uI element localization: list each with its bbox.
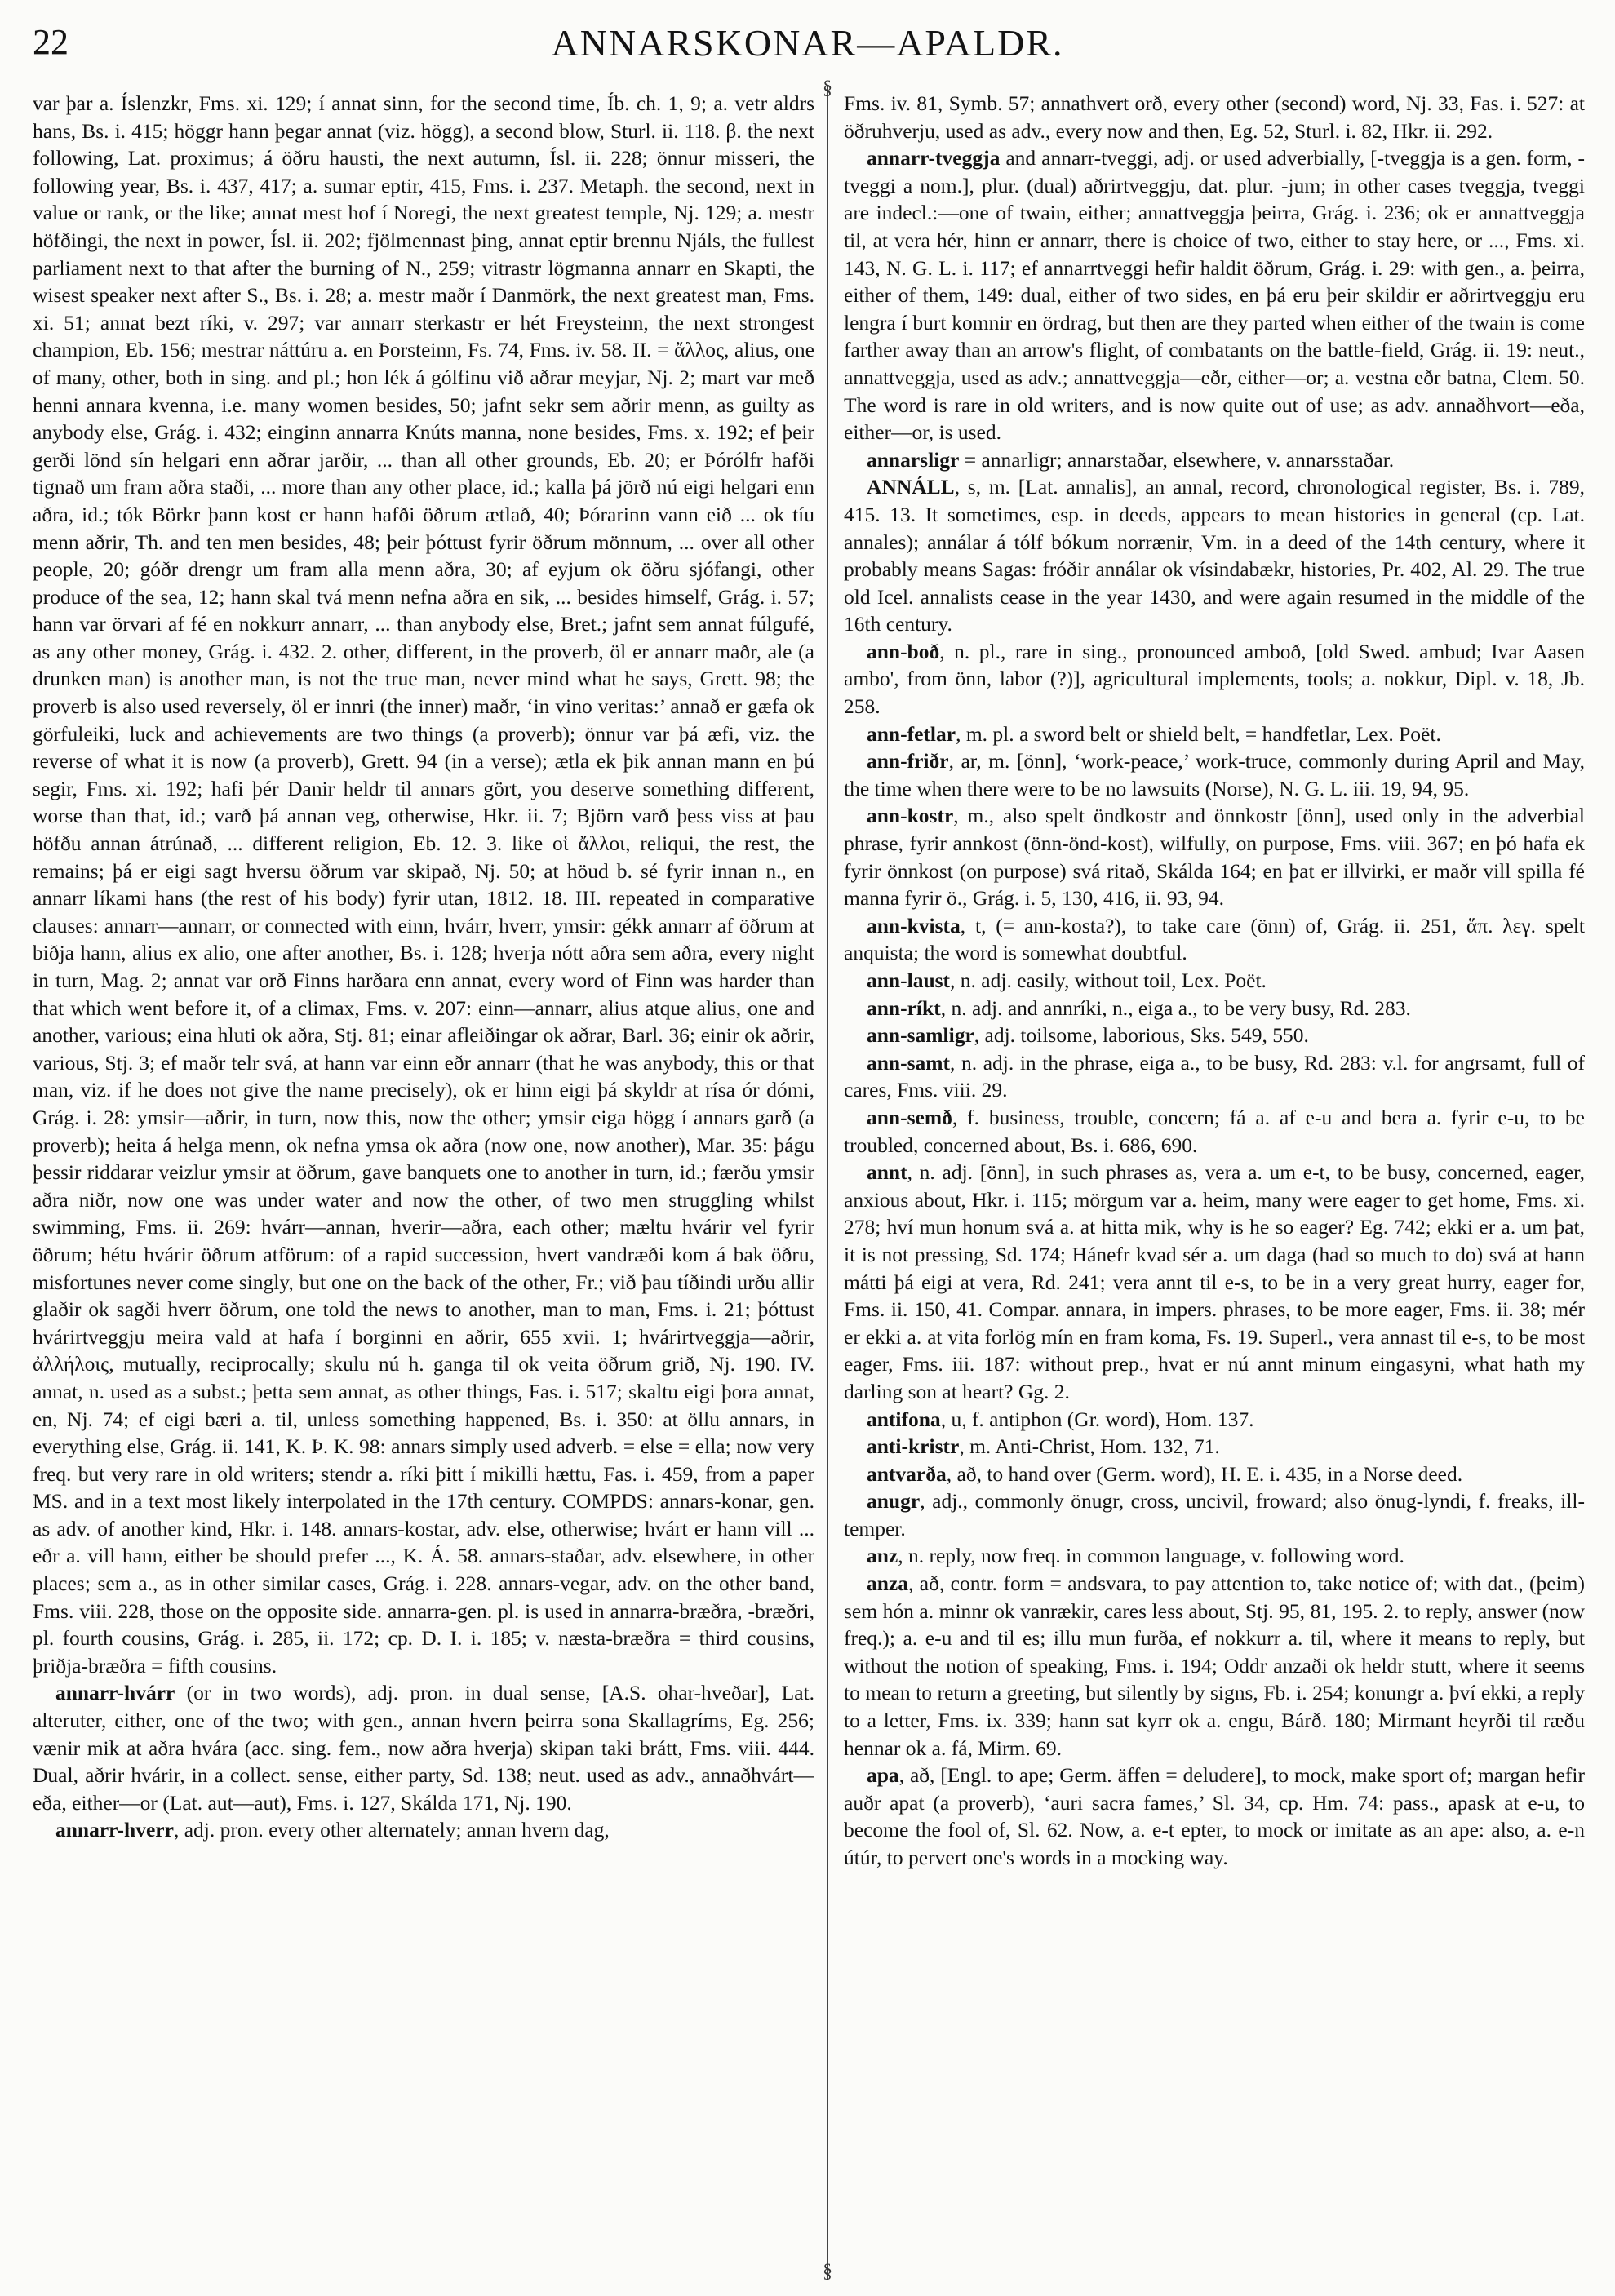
dictionary-entry [844,802,1585,911]
right-column [844,90,1585,2252]
entry-text: , n. adj. in the phrase, eiga a., to be busy, Rd. 283: v.l. for angrsamt, full of cares, Fms. viii. 29. [844,1050,1585,1102]
entry-headword: anti-kristr [867,1434,960,1459]
dictionary-entry [844,967,1585,995]
dictionary-entry [844,473,1585,638]
entry-headword: anz [867,1544,898,1568]
entry-text: = annarligr; annarstaðar, elsewhere, v. annarsstaðar. [959,447,1395,472]
entry-headword: annt [867,1160,907,1185]
entry-text: , n. pl., rare in sing., pronounced amboð, [old Swed. ambud; Ivar Aasen ambo', from önn, labor (?)], agricultural implements, tools; a. nokkur, Dipl. v. 18, Jb. 258. [844,639,1585,719]
entry-text: , að, [Engl. to ape; Germ. äffen = deludere], to mock, make sport of; margan hefir auðr apat (a proverb), ‘auri sacra fames,’ Sl. 34, cp. Hm. 74: pass., apask at e-u, to become the fool of, Sl. 62. Now, a. e-t epter, to mock or imitate as an ape: also, a. e-n útúr, to pervert one's words in a mocking way. [844,1763,1585,1869]
entry-text: , u, f. antiphon (Gr. word), Hom. 137. [940,1407,1254,1431]
dictionary-entry [844,1433,1585,1460]
dictionary-entry [844,1762,1585,1871]
entry-text: , n. adj. and annríki, n., eiga a., to be very busy, Rd. 283. [940,995,1411,1020]
entry-text: , n. adj. [önn], in such phrases as, vera a. um e-t, to be busy, concerned, eager, anxious about, Hkr. i. 115; mörgum var a. heim, many were eager to get home, Fms. xi. 278; hví mun honum svá a. at hitta mik, why is he so eager? Eg. 742; ekki er a. um þat, it is not pressing, Sd. 174; Hánefr kvad sér a. um daga (had so much to do) svá at hann mátti þá eigi at vera, Rd. 241; vera annt til e-s, to be in a very great hurry, eager for, Fms. ii. 150, 41. Compar. annara, in impers. phrases, to be more eager, Fms. ii. 38; mér er ekki a. at vita forlög mín en fram koma, Fs. 19. Superl., vera annast til e-s, to be most eager, Fms. iii. 187: without prep., hvat er nú annt minum eingasyni, what hath my darling son at heart? Gg. 2. [844,1160,1585,1403]
entry-headword: annarsligr [867,447,960,472]
entry-headword: ann-friðr [867,749,949,773]
entry-headword: anugr [867,1489,921,1514]
entry-text: , n. reply, now freq. in common language, v. following word. [898,1544,1404,1568]
entry-headword: antifona [867,1407,941,1431]
entry-text: , n. adj. easily, without toil, Lex. Poët. [950,968,1267,992]
entry-text: , að, contr. form = andsvara, to pay attention to, take notice of; with dat., (þeim) sem hón a. minnr ok vanrækir, cares less about, Stj. 95, 81, 195. 2. to reply, answer (now freq.); a. e-u and til es; illu mun furða, ef nokkurr a. til, where it means to reply, but without the notion of speaking, Fms. i. 194; Oddr anzaði ok heldr stutt, where it seems to mean to return a greeting, but silently by signs, Fb. i. 254; konungr a. því ekki, a reply to a letter, Fms. ix. 339; hann sat kyrr ok a. engu, Bárð. 180; Mirmant heyrði til ræðu hennar ok a. fá, Mirm. 69. [844,1571,1585,1760]
entry-text: , að, to hand over (Germ. word), H. E. i. 435, in a Norse deed. [946,1461,1463,1486]
entry-headword: anza [867,1571,908,1596]
dictionary-entry [844,1487,1585,1542]
entry-headword: annarr-tveggja [867,146,1001,171]
entry-headword: ann-laust [867,968,951,992]
dictionary-entry [844,1022,1585,1049]
entry-text: , adj. toilsome, laborious, Sks. 549, 550. [974,1023,1309,1048]
entry-headword: ann-samt [867,1050,951,1075]
dictionary-entry [33,1816,814,1844]
dictionary-entry [844,1104,1585,1159]
dictionary-entry [844,1460,1585,1488]
entry-text: , t, (= ann-kosta?), to take care (önn) of, Grág. ii. 251, ἅπ. λεγ. spelt anquista; the word is somewhat doubtful. [844,913,1585,965]
entry-text: , adj. pron. every other alternately; annan hvern dag, [173,1818,610,1842]
dictionary-entry [844,1542,1585,1570]
dictionary-entry [33,90,814,1679]
dictionary-entry [844,1406,1585,1434]
entry-text: , m., also spelt öndkostr and önnkostr [önn], used only in the adverbial phrase, fyrir annkost (önn-önd-kost), wilfully, on purpose, Fms. viii. 367; en þó hafa ek fyrir önnkost (on purpose) svá ritað, Skálda 164; en þat er illvirki, er maðr vill spilla fé manna fyrir ö., Grág. i. 5, 130, 416, ii. 93, 94. [844,804,1585,911]
entry-headword: ann-fetlar [867,721,956,746]
entry-headword: ann-semð [867,1105,952,1129]
entry-text: , adj., commonly önugr, cross, uncivil, froward; also önug-lyndi, f. freaks, ill-temper. [844,1489,1585,1540]
dictionary-entry [844,90,1585,144]
page-number: 22 [33,22,69,62]
dictionary-entry [844,747,1585,802]
entry-text: (or in two words), adj. pron. in dual sense, [A.S. ohar-hveðar], Lat. alteruter, either, one of the two; with gen., annan hvern þeirra sona Skallagríms, Eg. 256; vænir mik at aðra hvára (acc. sing. fem., now aðra hverja) skipan taki brátt, Fms. viii. 444. Dual, aðrir hvárir, in a collect. sense, either party, Sd. 138; neut. used as adv., annaðhvárt—eða, either—or (Lat. aut—aut), Fms. i. 127, Skálda 171, Nj. 190. [33,1681,814,1815]
dictionary-entry [33,1679,814,1816]
ornament-top-icon: § [823,78,832,99]
column-divider [827,85,828,2280]
entry-text: var þar a. Íslenzkr, Fms. xi. 129; í annat sinn, for the second time, Íb. ch. 1, 9; a. vetr aldrs hans, Bs. i. 415; höggr hann þegar annat (viz. högg), a second blow, Sturl. ii. 118. β. the next following, Lat. proximus; á öðru hausti, the next autumn, Ísl. ii. 228; önnur misseri, the following year, Bs. i. 437, 417; a. sumar eptir, 415, Fms. i. 237. Metaph. the second, next in value or rank, or the like; annat mest hof í Noregi, the next greatest temple, Nj. 129; a. mestr höfðingi, the next in power, Ísl. ii. 202; fjölmennast þing, annat eptir brennu Njáls, the fullest parliament next to that after the burning of N., 259; vitrastr lögmanna annarr en Skapti, the wisest speaker next after S., Bs. i. 28; a. mestr maðr í Danmörk, the next greatest man, Fms. xi. 51; annat bezt ríki, v. 297; var annarr sterkastr er hét Freysteinn, the next strongest champion, Eb. 156; mestrar náttúru a. en Þorsteinn, Fs. 74, Fms. iv. 58. II. = ἄλλος, alius, one of many, other, both in sing. and pl.; hon lék á gólfinu við aðrar meyjar, Nj. 2; mart var með henni annara kvenna, i.e. many women besides, 50; jafnt sekr sem aðrir menn, as guilty as anybody else, Grág. i. 432; einginn annarra Knúts manna, none besides, Fms. x. 192; ef þeir gerði lönd sín helgari enn aðrar jarðir, ... than all other grounds, Eb. 20; er Þórólfr hafði tignað um fram aðra staði, ... more than any other place, id.; kalla þá jörð nú eigi helgari enn aðra, id.; tók Börkr þann kost er hann hafði öðrum ætlað, 40; Þórarinn vann eið ... ok tíu menn aðrir, Th. and ten men besides, 48; þeir þóttust fyrir öðrum mönnum, ... over all other people, 20; góðr drengr um fram alla menn aðra, 30; af eyjum ok öðru sjófangi, other produce of the sea, 12; hann skal tvá menn nefna aðra en sik, ... besides himself, Grág. i. 57; hann var örvari af fé en nokkurr annarr, ... than anybody else, Bret.; jafnt sem annat fúlgufé, as any other money, Grág. i. 432. 2. other, different, in the proverb, öl er annarr maðr, ale (a drunken man) is another man, is not the true man, never mind what he says, Grett. 98; the proverb is also used reversely, öl er innri (the inner) maðr, ‘in vino veritas:’ annað er gæfa ok görfuleiki, luck and achievements are two things (a proverb); önnur var þá æfi, viz. the reverse of what it is now (a proverb), Grett. 94 (in a verse); ætla ek þik annan mann en þú segir, Fms. xi. 192; hafi þér Danir heldr til annars gört, you deserve something different, worse than that, id.; varð þá annan veg, otherwise, Hkr. ii. 7; Björn varð þess viss at þau höfðu annan átrúnað, ... different religion, Eb. 12. 3. like οἱ ἄλλοι, reliqui, the rest, the remains; þá er eigi sagt hversu öðrum var skipað, Nj. 50; at höud b. sé fyrir innan n., en annarr líkami hans (the rest of his body) fyrir utan, 1812. 18. III. repeated in comparative clauses: annarr—annarr, or connected with einn, hvárr, hverr, ymsir: gékk annarr af öðrum at biðja hann, alius ex alio, one after another, Bs. i. 128; hverja nótt aðra sem aðra, every night in turn, Mag. 2; annat var orð Finns harðara enn annat, every word of Finn was harder than that which went before it, of a climax, Fms. v. 207: einn—annarr, alius atque alius, one and another, various; eina hluti ok aðra, Stj. 81; einar afleiðingar ok aðrar, Barl. 36; einir ok aðrir, various, Stj. 3; ef maðr telr svá, at hann var einn eðr annarr (that he was anybody, this or that man, viz. if he does not give the name precisely), ok er hinn eigi þá skyldr at rísa ór dómi, Grág. i. 28: ymsir—aðrir, in turn, now this, now the other; ymsir eiga högg í annars garð (a proverb); heita á helga menn, ok nefna ymsa ok aðra (now one, now another), Mar. 35: þágu þessir riddarar veizlur ymsir at öðrum, gave banquets one to another in turn, id.; færðu ymsir aðra niðr, now one was under water and now the other, of two men struggling whilst swimming, Fms. ii. 269: hvárr—annan, hverir—aðra, each other; mæltu hvárir vel fyrir öðrum; hétu hvárir öðrum atförum: of a rapid succession, hvert vandræði kom á bak öðru, misfortunes never come singly, but one on the back of the other, Fr.; við þau tíðindi urðu allir glaðir ok sagði hverr öðrum, one told the news to another, man to man, Fms. i. 21; þóttust hvárirtveggju meira vald at hafa í borginni en aðrir, 655 xvii. 1; hvárirtveggja—aðrir, ἀλλήλοις, mutually, reciprocally; skulu nú h. ganga til ok veita öðrum grið, Nj. 190. IV. annat, n. used as a subst.; þetta sem annat, as other things, Fas. i. 517; skaltu eigi þora annat, en, Nj. 74; ef eigi bæri a. til, unless something happened, Bs. i. 350: at öllu annars, in everything else, Grág. ii. 141, K. Þ. K. 98: annars simply used adverb. = else = ella; now very freq. but very rare in old writers; stendr a. ríki þitt í mikilli hættu, Fas. i. 459, from a paper MS. and in a text most likely interpolated in the 17th century. COMPDS: annars-konar, gen. as adv. of another kind, Hkr. i. 148. annars-kostar, adv. else, otherwise; hvárt er hann vill ... eðr a. vill hann, either be should prefer ..., K. Á. 58. annars-staðar, adv. elsewhere, in other places; sem a., as in other similar cases, Grág. i. 228. annars-vegar, adv. on the other band, Fms. viii. 228, those on the opposite side. annarra-gen. pl. is used in annarra-bræðra, -bræðri, pl. fourth cousins, Grág. i. 285, ii. 172; cp. D. I. i. 185; v. næsta-bræðra = third cousins, þriðja-bræðra = fifth cousins. [33,91,814,1678]
ornament-bottom-icon: § [823,2261,832,2282]
entry-headword: annarr-hvárr [55,1681,175,1705]
entry-text: , ar, m. [önn], ‘work-peace,’ work-truce, commonly during April and May, the time when there were to be no lawsuits (Norse), N. G. L. iii. 19, 94, 95. [844,749,1585,800]
entry-headword: ann-kostr [867,804,954,828]
entry-text: , m. Anti-Christ, Hom. 132, 71. [959,1434,1220,1459]
entry-headword: ann-kvista [867,913,961,937]
entry-headword: apa [867,1763,899,1788]
entry-text: , f. business, trouble, concern; fá a. af e-u and bera a. fyrir e-u, to be troubled, concerned about, Bs. i. 686, 690. [844,1105,1585,1157]
entry-text: Fms. iv. 81, Symb. 57; annathvert orð, every other (second) word, Nj. 33, Fas. i. 527: at öðruhverju, used as adv., every now and then, Eg. 52, Sturl. i. 82, Hkr. ii. 292. [844,91,1585,143]
dictionary-entry [844,1570,1585,1762]
entry-text: , s, m. [Lat. annalis], an annal, record, chronological register, Bs. i. 789, 415. 13. It sometimes, esp. in deeds, appears to mean histories in general (cp. Lat. annales); annálar á tólf bókum norrænir, Vm. in a deed of the 14th century, where it probably means Sagas: fróðir annálar ok vísindabækr, histories, Pr. 402, Al. 29. The true old Icel. annalists cease in the year 1430, and were again resumed in the middle of the 16th century. [844,475,1585,636]
entry-headword: annarr-hverr [55,1818,174,1842]
entry-headword: ann-ríkt [867,995,941,1020]
dictionary-entry [844,720,1585,748]
entry-headword: antvarða [867,1461,947,1486]
dictionary-entry [844,1049,1585,1104]
entry-headword: ann-samligr [867,1023,974,1048]
dictionary-entry [844,638,1585,720]
entry-text: , m. pl. a sword belt or shield belt, = handfetlar, Lex. Poët. [956,721,1441,746]
entry-text: and annarr-tveggi, adj. or used adverbially, [-tveggja is a gen. form, -tveggi a nom.], plur. (dual) aðrirtveggju, dat. plur. -jum; in other cases tveggja, tveggi are indecl.:—one of twain, either; annattveggja þeirra, Grág. i. 236; ok er annattveggja til, at vera hér, hinn er annarr, there is choice of two, either to stay here, or ..., Fms. xi. 143, N. G. L. i. 117; ef annarrtveggi hefir haldit öðrum, Grág. i. 29: with gen., a. þeirra, either of them, 149: dual, either of two sides, en þá eru þeir skildir er aðrirtveggju eru lengra í burt komnir en ördrag, but then are they parted when either of the twain is come farther away than an arrow's flight, of combatants on the battle-field, Grág. ii. 19: neut., annattveggja, used as adv.; annattveggja—eðr, either—or; a. vestna eðr batna, Clem. 50. The word is rare in old writers, and is now quite out of use; as adv. annaðhvort—eða, either—or, is used. [844,146,1585,445]
dictionary-entry [844,1159,1585,1405]
left-column [33,90,814,2252]
dictionary-entry [844,144,1585,446]
running-head: ANNARSKONAR—APALDR. [551,22,1064,64]
dictionary-entry [844,446,1585,474]
entry-headword: ANNÁLL [867,475,955,499]
entry-headword: ann-boð [867,639,940,663]
dictionary-entry [844,912,1585,967]
dictionary-entry [844,995,1585,1022]
